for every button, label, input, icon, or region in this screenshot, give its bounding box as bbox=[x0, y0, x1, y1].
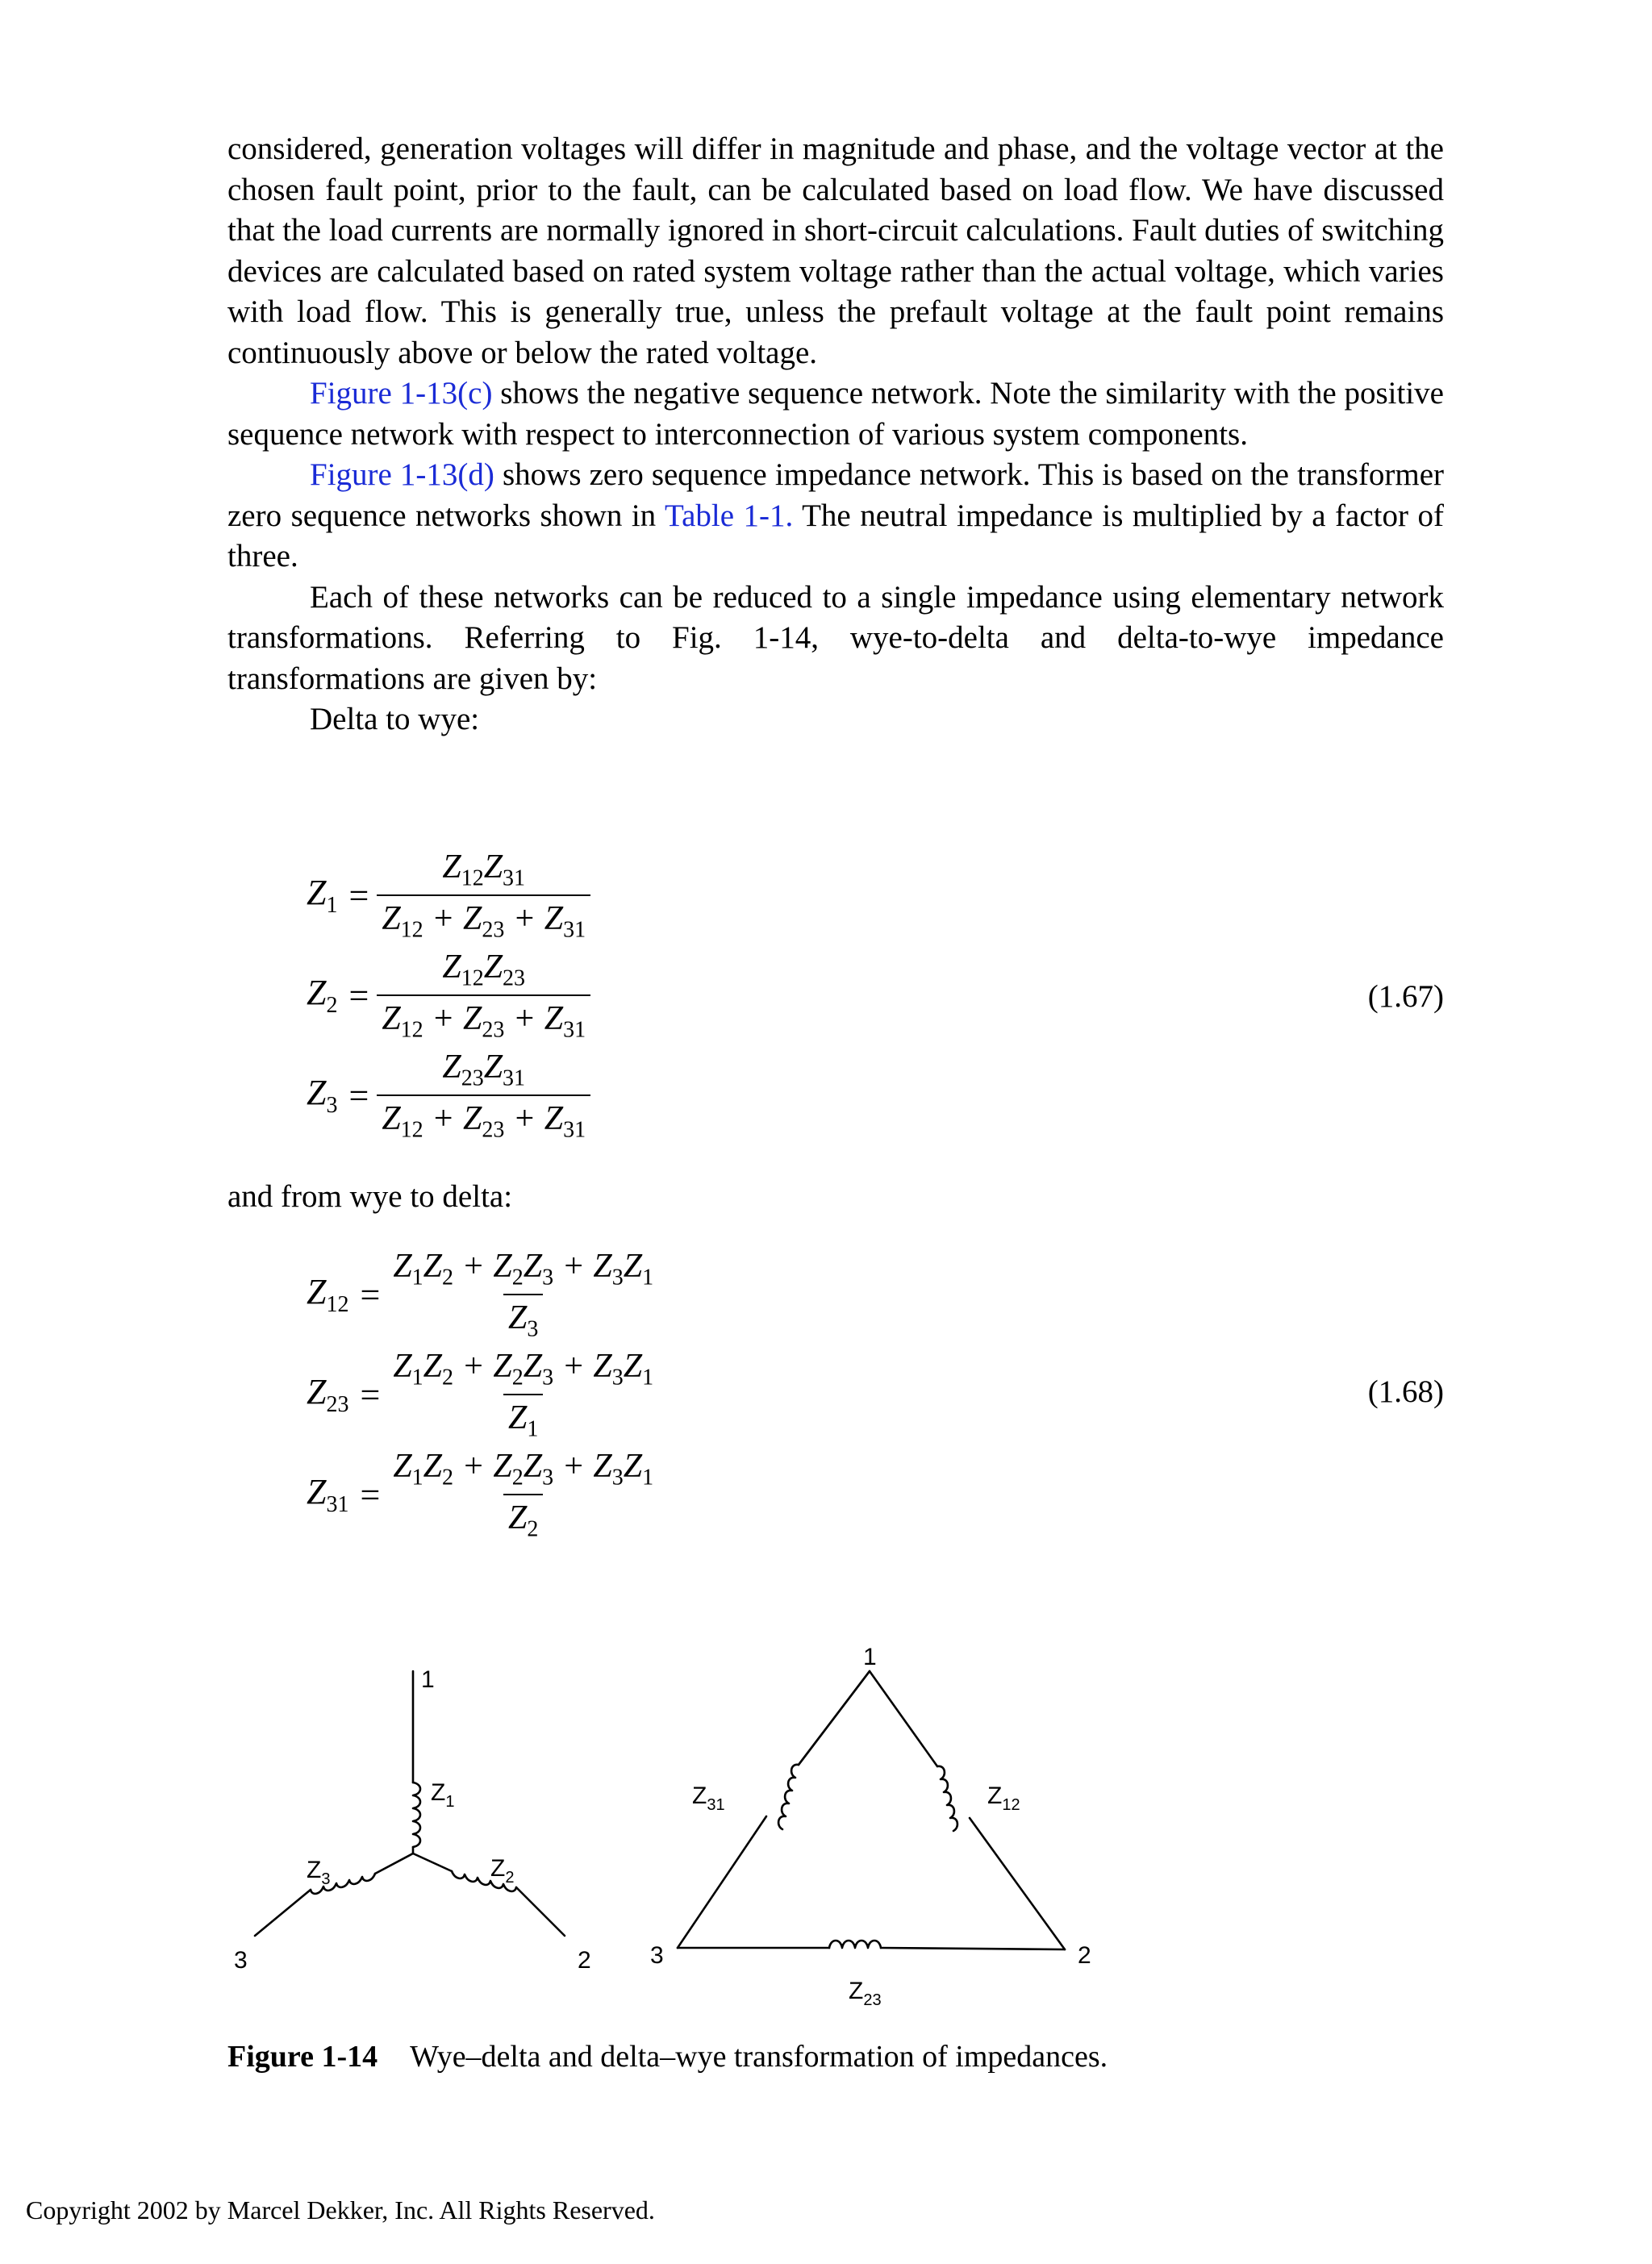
delta-z31-label: $Z_{31}$ bbox=[692, 1782, 725, 1814]
delta-side-12-upper bbox=[870, 1671, 937, 1766]
wye-node-3-label: 3 bbox=[234, 1947, 248, 1974]
wye-leg-3-lower bbox=[255, 1890, 311, 1936]
eq-z3: $Z_3$ = $\frac{Z_{23}Z_{31}}{Z_{12} + Z_{23} + Z_{31}}$ bbox=[307, 1051, 590, 1140]
delta-side-31-upper bbox=[799, 1671, 870, 1765]
equation-number-1-68: (1.68) bbox=[1367, 1374, 1444, 1409]
eq-lhs: $Z_{12}$ bbox=[307, 1272, 349, 1317]
wye-coil-z1 bbox=[413, 1782, 420, 1847]
eq-fraction: $\frac{Z_{12}Z_{23}}{Z_{12} + Z_{23} + Z_{31}}$ bbox=[377, 948, 590, 1044]
wye-node-1-label: 1 bbox=[421, 1666, 435, 1693]
wye-node-2-label: 2 bbox=[578, 1947, 591, 1974]
figure-caption-label: Figure 1-14 bbox=[227, 2040, 378, 2074]
wye-leg-3-upper bbox=[375, 1853, 413, 1874]
eq-fraction: $\frac{Z_{23}Z_{31}}{Z_{12} + Z_{23} + Z_{31}}$ bbox=[377, 1048, 590, 1144]
eq-fraction: $\frac{Z_1Z_2 + Z_2Z_3 + Z_3Z_1}{Z_2}$ bbox=[393, 1447, 654, 1542]
body-text-2 bbox=[227, 1177, 1444, 1218]
eq-z2: $Z_2$ = $\frac{Z_{12}Z_{23}}{Z_{12} + Z_{23} + Z_{31}}$ bbox=[307, 951, 590, 1040]
delta-side-23-right bbox=[881, 1948, 1065, 1949]
delta-side-12-lower bbox=[970, 1818, 1065, 1949]
paragraph-3-text: shows zero sequence impedance network. This is based on the transformer zero sequence networks shown in bbox=[227, 457, 1444, 533]
paragraph-1: considered, generation voltages will differ in magnitude and phase, and the voltage vector at the chosen fault point, prior to the fault, can be calculated based on load flow. We have discussed that the load currents are normally ignored in short-circuit calculations. Fault duties of switching devices are calculated based on rated system voltage rather than the actual voltage, which varies with load flow. This is generally true, unless the prefault voltage at the fault point remains continuously above or below the rated voltage. bbox=[227, 131, 1444, 370]
eq-z31: $Z_{31}$ = $\frac{Z_1Z_2 + Z_2Z_3 + Z_3Z_1}{Z_2}$ bbox=[307, 1450, 658, 1539]
delta-node-2-label: 2 bbox=[1078, 1942, 1091, 1969]
eq-lhs: $Z_{31}$ bbox=[307, 1472, 349, 1517]
wye-leg-2-lower bbox=[516, 1887, 565, 1936]
eq-lhs: $Z_3$ bbox=[307, 1073, 338, 1118]
wye-z3-label: $Z_3$ bbox=[307, 1857, 331, 1888]
paragraph-2 bbox=[227, 373, 1444, 455]
paragraph-6: and from wye to delta: bbox=[227, 1179, 513, 1214]
figure-caption-text: Wye–delta and delta–wye transformation of impedances. bbox=[410, 2040, 1108, 2074]
eq-fraction: $\frac{Z_1Z_2 + Z_2Z_3 + Z_3Z_1}{Z_3}$ bbox=[393, 1247, 654, 1342]
figure-1-13c-link[interactable]: Figure 1-13(c) bbox=[310, 376, 493, 411]
eq-lhs: $Z_1$ bbox=[307, 873, 338, 918]
delta-coil-z31 bbox=[778, 1765, 799, 1829]
delta-node-3-label: 3 bbox=[650, 1942, 664, 1969]
wye-z1-label: $Z_1$ bbox=[431, 1779, 455, 1811]
body-text bbox=[227, 129, 1444, 740]
delta-node-1-label: 1 bbox=[863, 1644, 877, 1670]
delta-side-31-lower bbox=[678, 1816, 766, 1948]
equation-number-1-67: (1.67) bbox=[1367, 979, 1444, 1014]
eq-fraction: $\frac{Z_{12}Z_{31}}{Z_{12} + Z_{23} + Z_{31}}$ bbox=[377, 848, 590, 944]
figure-caption bbox=[227, 2039, 1108, 2074]
paragraph-5: Delta to wye: bbox=[310, 702, 480, 736]
table-1-1-link[interactable]: Table 1-1. bbox=[664, 498, 794, 533]
delta-coil-z23 bbox=[829, 1941, 881, 1948]
eq-z23: $Z_{23}$ = $\frac{Z_1Z_2 + Z_2Z_3 + Z_3Z_1}{Z_1}$ bbox=[307, 1350, 658, 1439]
delta-z23-label: $Z_{23}$ bbox=[849, 1978, 882, 2009]
paragraph-3 bbox=[227, 455, 1444, 577]
paragraph-2-text: shows the negative sequence network. Note the similarity with the positive sequence network with respect to interconnection of various system components. bbox=[227, 376, 1444, 452]
eq-lhs: $Z_{23}$ bbox=[307, 1372, 349, 1417]
delta-z12-label: $Z_{12}$ bbox=[987, 1782, 1020, 1814]
eq-fraction: $\frac{Z_1Z_2 + Z_2Z_3 + Z_3Z_1}{Z_1}$ bbox=[393, 1347, 654, 1442]
wye-z2-label: $Z_2$ bbox=[490, 1855, 515, 1887]
eq-z1: $Z_1$ = $\frac{Z_{12}Z_{31}}{Z_{12} + Z_{23} + Z_{31}}$ bbox=[307, 851, 590, 940]
paragraph-3-rest: The neutral impedance is multiplied by a factor of three. bbox=[227, 498, 1444, 573]
figure-1-13d-link[interactable]: Figure 1-13(d) bbox=[310, 457, 494, 492]
paragraph-4: Each of these networks can be reduced to a single impedance using elementary network transformations. Referring to Fig. 1-14, wye-to-delta and delta-to-wye impedance transformations are given by: bbox=[227, 579, 1444, 696]
eq-lhs: $Z_2$ bbox=[307, 973, 338, 1018]
copyright-footer: Copyright 2002 by Marcel Dekker, Inc. All Rights Reserved. bbox=[26, 2195, 655, 2224]
delta-coil-z12 bbox=[937, 1766, 957, 1831]
figure-1-14 bbox=[0, 1613, 1652, 2033]
wye-leg-2-upper bbox=[413, 1853, 452, 1871]
eq-z12: $Z_{12}$ = $\frac{Z_1Z_2 + Z_2Z_3 + Z_3Z_1}{Z_3}$ bbox=[307, 1250, 658, 1339]
